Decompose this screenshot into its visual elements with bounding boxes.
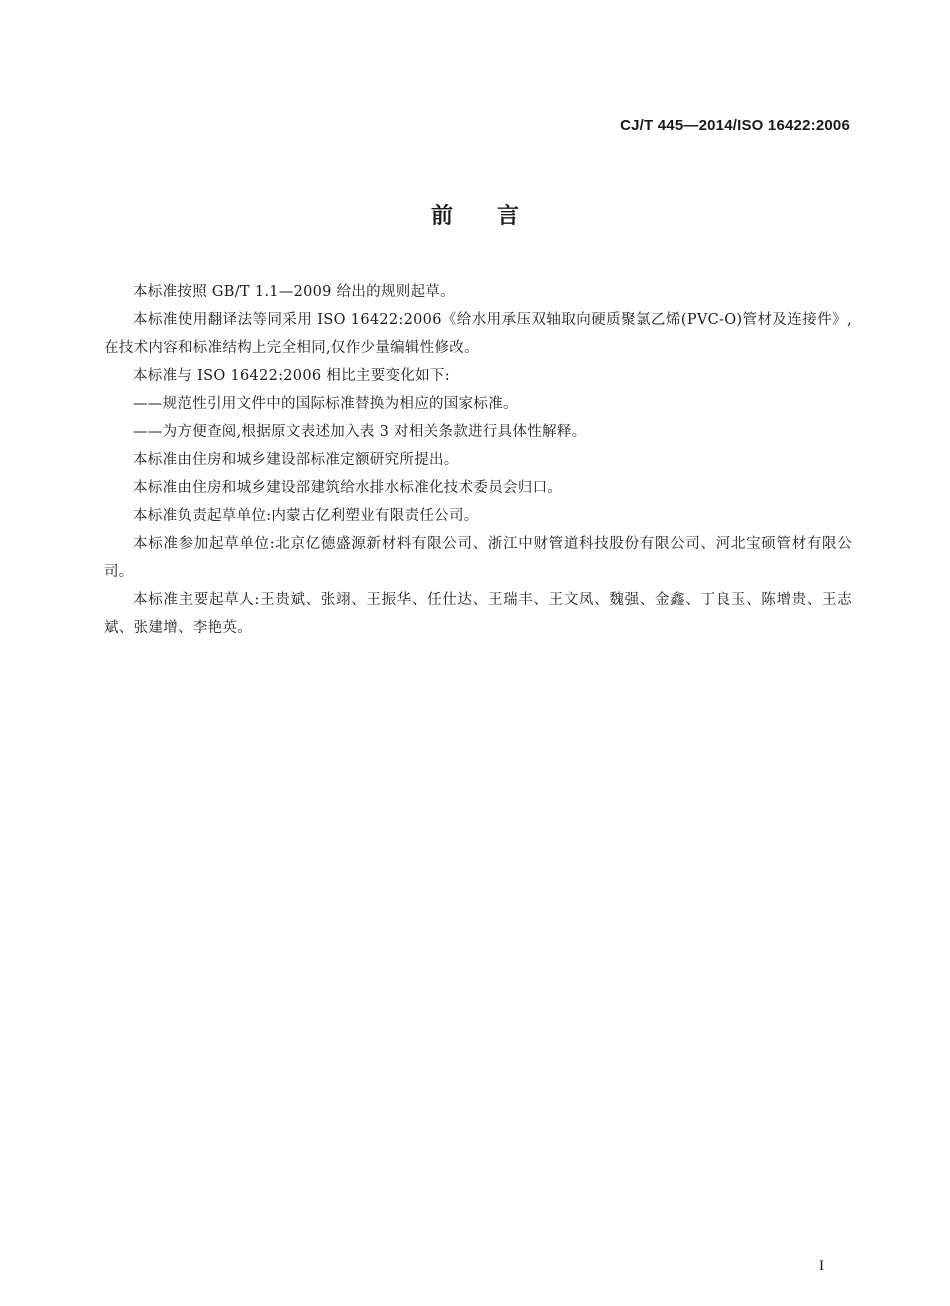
paragraph-main-drafters: 本标准主要起草人:王贵斌、张翊、王振华、任仕达、王瑞丰、王文凤、魏强、金鑫、丁良玉、陈增贵、王志斌、张建增、李艳英。 [104,592,852,636]
paragraph-under-jurisdiction: 本标准由住房和城乡建设部建筑给水排水标准化技术委员会归口。 [133,480,563,496]
paragraph-changes-intro: 本标准与 ISO 16422:2006 相比主要变化如下: [133,368,450,384]
page-number: I [819,1258,824,1274]
paragraph-responsible-drafter: 本标准负责起草单位:内蒙古亿利塑业有限责任公司。 [133,508,479,524]
paragraph-change-item-2: ——为方便查阅,根据原文表述加入表 3 对相关条款进行具体性解释。 [133,424,587,440]
paragraph-participating-drafters: 本标准参加起草单位:北京亿德盛源新材料有限公司、浙江中财管道科技股份有限公司、河北宝硕管材有限公司。 [104,536,852,580]
paragraph-change-item-1: ——规范性引用文件中的国际标准替换为相应的国家标准。 [133,396,518,412]
paragraph-adoption: 本标准使用翻译法等同采用 ISO 16422:2006《给水用承压双轴取向硬质聚氯乙烯(PVC-O)管材及连接件》,在技术内容和标准结构上完全相同,仅作少量编辑性修改。 [104,312,852,356]
document-code: CJ/T 445—2014/ISO 16422:2006 [620,117,850,134]
page-title: 前言 [430,204,563,229]
paragraph-proposed-by: 本标准由住房和城乡建设部标准定额研究所提出。 [133,452,459,468]
paragraph-drafting-rules: 本标准按照 GB/T 1.1—2009 给出的规则起草。 [133,284,455,300]
foreword-body [104,278,852,642]
